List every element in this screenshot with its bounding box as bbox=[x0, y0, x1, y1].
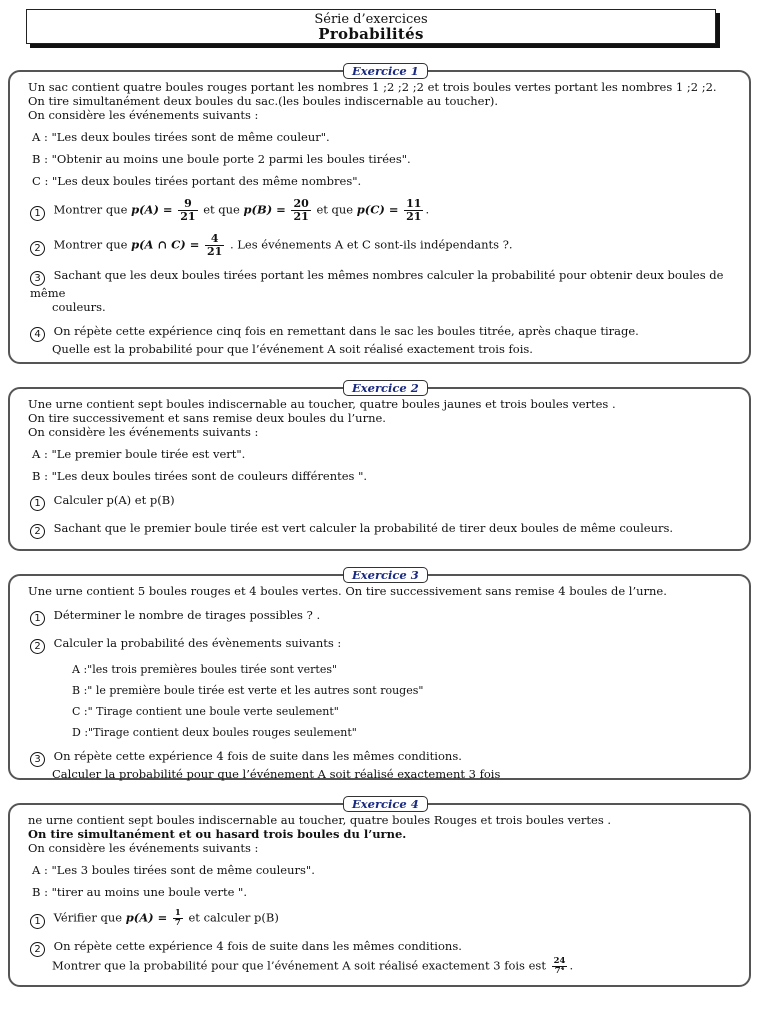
ex3-event-b: B :" le première boule tirée est verte et les autres sont rouges" bbox=[72, 684, 424, 697]
fraction: $\frac{9}{21}$ bbox=[180, 197, 196, 223]
ex2-statement-line: Une urne contient sept boules indiscernable au toucher, quatre boules jaunes et trois boules vertes . bbox=[28, 397, 616, 411]
page-header bbox=[26, 9, 716, 44]
ex4-question-1: 1 Vérifier que p(A) = $\frac{1}{7}$ et calculer p(B) bbox=[28, 909, 737, 929]
fraction: $\frac{11}{21}$ bbox=[406, 197, 422, 223]
exercise-4-box bbox=[8, 797, 751, 987]
exercise-3-label: Exercice 3 bbox=[343, 567, 428, 583]
exercise-1-box bbox=[8, 64, 751, 364]
ex3-event-d: D :"Tirage contient deux boules rouges seulement" bbox=[72, 726, 357, 739]
ex1-event-a: A : "Les deux boules tirées sont de même couleur". bbox=[32, 130, 330, 144]
question-number-1: 1 bbox=[30, 611, 45, 626]
fraction: $\frac{24}{\text{7⁴}}$ bbox=[553, 955, 566, 976]
ex1-question-1: 1 Montrer que p(A) = $\frac{9}{21}$ et que p(B) = $\frac{20}{21}$ et que p(C) = $\frac{11}{21}$ . bbox=[28, 198, 737, 223]
ex2-question-1: 1 Calculer p(A) et p(B) bbox=[28, 493, 737, 511]
question-number-2: 2 bbox=[30, 524, 45, 539]
page-title: Probabilités bbox=[318, 25, 424, 43]
ex3-question-2: 2 Calculer la probabilité des évènements suivants : bbox=[28, 636, 737, 654]
ex4-statement-line: ne urne contient sept boules indiscernable au toucher, quatre boules Rouges et trois boules vertes . bbox=[28, 813, 612, 827]
ex1-question-3: 3 Sachant que les deux boules tirées portant les mêmes nombres calculer la probabilité pour obtenir deux boules de même couleurs. bbox=[30, 268, 724, 314]
ex4-question-2: 2 On répète cette expérience 4 fois de suite dans les mêmes conditions. Montrer que la probabilité pour que l’événement A soit réalisé exactement 3 fois est $\frac{24}{\text{7⁴}}$ . bbox=[28, 939, 737, 976]
series-title: Série d’exercices bbox=[314, 12, 428, 27]
question-number-2: 2 bbox=[30, 942, 45, 957]
ex2-event-b: B : "Les deux boules tirées sont de couleurs différentes ". bbox=[32, 469, 368, 483]
ex1-question-4: 4 On répète cette expérience cinq fois en remettant dans le sac les boules titrée, après chaque tirage. Quelle est la probabilité pour que l’événement A soit réalisé exactement trois fois. bbox=[28, 324, 737, 356]
exercise-3-box bbox=[8, 568, 751, 781]
question-number-1: 1 bbox=[30, 914, 45, 929]
ex1-event-b: B : "Obtenir au moins une boule porte 2 parmi les boules tirées". bbox=[32, 152, 411, 166]
ex1-event-c: C : "Les deux boules tirées portant des même nombres". bbox=[32, 174, 362, 188]
ex2-events-intro: On considère les événements suivants : bbox=[28, 425, 259, 439]
ex4-event-b: B : "tirer au moins une boule verte ". bbox=[32, 885, 248, 899]
question-number-2: 2 bbox=[30, 639, 45, 654]
question-number-2: 2 bbox=[30, 241, 45, 256]
ex2-question-2: 2 Sachant que le premier boule tirée est vert calculer la probabilité de tirer deux boules de même couleurs. bbox=[28, 521, 737, 539]
question-number-3: 3 bbox=[30, 271, 45, 286]
ex2-draw-line: On tire successivement et sans remise deux boules du l’urne. bbox=[28, 411, 386, 425]
question-number-1: 1 bbox=[30, 206, 45, 221]
ex4-draw-line: On tire simultanément et ou hasard trois boules du l’urne. bbox=[28, 827, 407, 841]
ex2-event-a: A : "Le premier boule tirée est vert". bbox=[32, 447, 246, 461]
exercise-4-label: Exercice 4 bbox=[343, 796, 428, 812]
ex3-question-1: 1 Déterminer le nombre de tirages possibles ? . bbox=[28, 608, 737, 626]
ex1-draw-line: On tire simultanément deux boules du sac.(les boules indiscernable au toucher). bbox=[28, 94, 499, 108]
question-number-1: 1 bbox=[30, 496, 45, 511]
fraction: $\frac{1}{7}$ bbox=[174, 908, 181, 928]
ex1-question-2: 2 Montrer que p(A ∩ C) = $\frac{4}{21}$ . Les événements A et C sont-ils indépendants ?. bbox=[28, 233, 737, 258]
ex3-statement-line: Une urne contient 5 boules rouges et 4 boules vertes. On tire successivement sans remise 4 boules de l’urne. bbox=[28, 584, 667, 598]
ex4-event-a: A : "Les 3 boules tirées sont de même couleurs". bbox=[32, 863, 315, 877]
ex1-events-intro: On considère les événements suivants : bbox=[28, 108, 259, 122]
question-number-3: 3 bbox=[30, 752, 45, 767]
ex3-event-a: A :"les trois premières boules tirée sont vertes" bbox=[72, 663, 338, 676]
ex1-statement-line: Un sac contient quatre boules rouges portant les nombres 1 ;2 ;2 ;2 et trois boules vertes portant les nombres 1 ;2 ;2. bbox=[28, 80, 717, 94]
exercise-2-label: Exercice 2 bbox=[343, 380, 428, 396]
ex3-question-3: 3 On répète cette expérience 4 fois de suite dans les mêmes conditions. Calculer la probabilité pour que l’événement A soit réalisé exactement 3 fois bbox=[28, 749, 737, 781]
ex3-event-c: C :" Tirage contient une boule verte seulement" bbox=[72, 705, 339, 718]
fraction: $\frac{4}{21}$ bbox=[207, 232, 223, 258]
exercise-2-box bbox=[8, 381, 751, 551]
question-number-4: 4 bbox=[30, 327, 45, 342]
fraction: $\frac{20}{21}$ bbox=[293, 197, 309, 223]
ex4-events-intro: On considère les événements suivants : bbox=[28, 841, 259, 855]
exercise-1-label: Exercice 1 bbox=[343, 63, 428, 79]
